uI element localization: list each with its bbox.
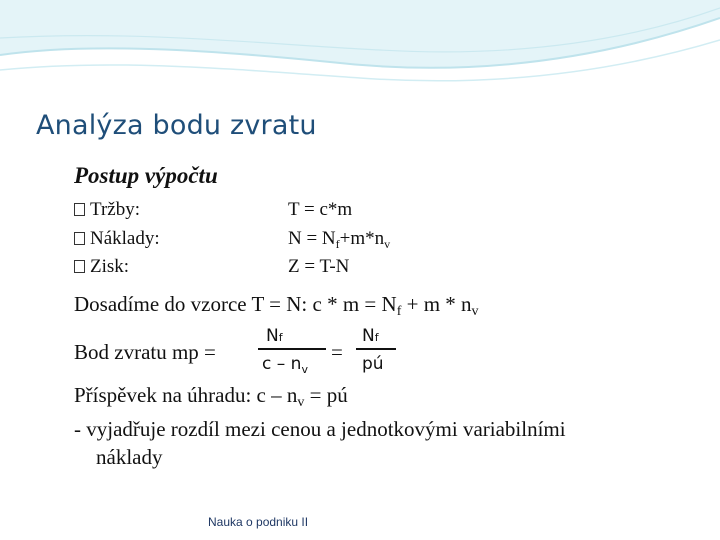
bullet-label: Tržby: [90, 199, 140, 220]
breakeven-label: Bod zvratu mp = [74, 340, 216, 364]
section-heading: Postup výpočtu [74, 163, 218, 188]
substitution-line: Dosadíme do vzorce T = N: $c * m = N_f + m * n_v$ [74, 292, 479, 319]
header-wave-decoration [0, 0, 720, 100]
bullet-label: Náklady: [90, 228, 160, 249]
fraction2-numerator: Nf [362, 326, 379, 346]
contribution-line: Příspěvek na úhradu: c – $n_v$ = pú [74, 383, 348, 410]
wave-fill [0, 0, 720, 68]
fraction2-bar [356, 348, 396, 350]
slide-title: Analýza bodu zvratu [36, 110, 317, 141]
footer-text: Nauka o podniku II [208, 515, 309, 529]
explanation-line-1: - vyjadřuje rozdíl mezi cenou a jednotkovými variabilními [74, 417, 566, 441]
bullet-item-costs [74, 226, 160, 252]
formula-costs: $N = N_f+m*n_v$ [288, 228, 391, 251]
explanation-line-2: náklady [96, 445, 163, 469]
bullet-label: Zisk: [90, 256, 130, 277]
fraction2-denominator: pú [362, 354, 384, 374]
formula-profit: Z = T-N [288, 256, 350, 277]
bullet-item-profit [74, 254, 129, 280]
fraction1-denominator: c – $n_v$ [262, 354, 308, 376]
fraction1-numerator: Nf [266, 326, 283, 346]
bullet-box-icon [74, 232, 85, 245]
bullet-box-icon [74, 203, 85, 216]
equals-sign: = [331, 340, 343, 364]
fraction1-bar [258, 348, 326, 350]
bullet-box-icon [74, 260, 85, 273]
bullet-item-revenue [74, 197, 140, 223]
formula-revenue: T = c*m [288, 199, 353, 220]
